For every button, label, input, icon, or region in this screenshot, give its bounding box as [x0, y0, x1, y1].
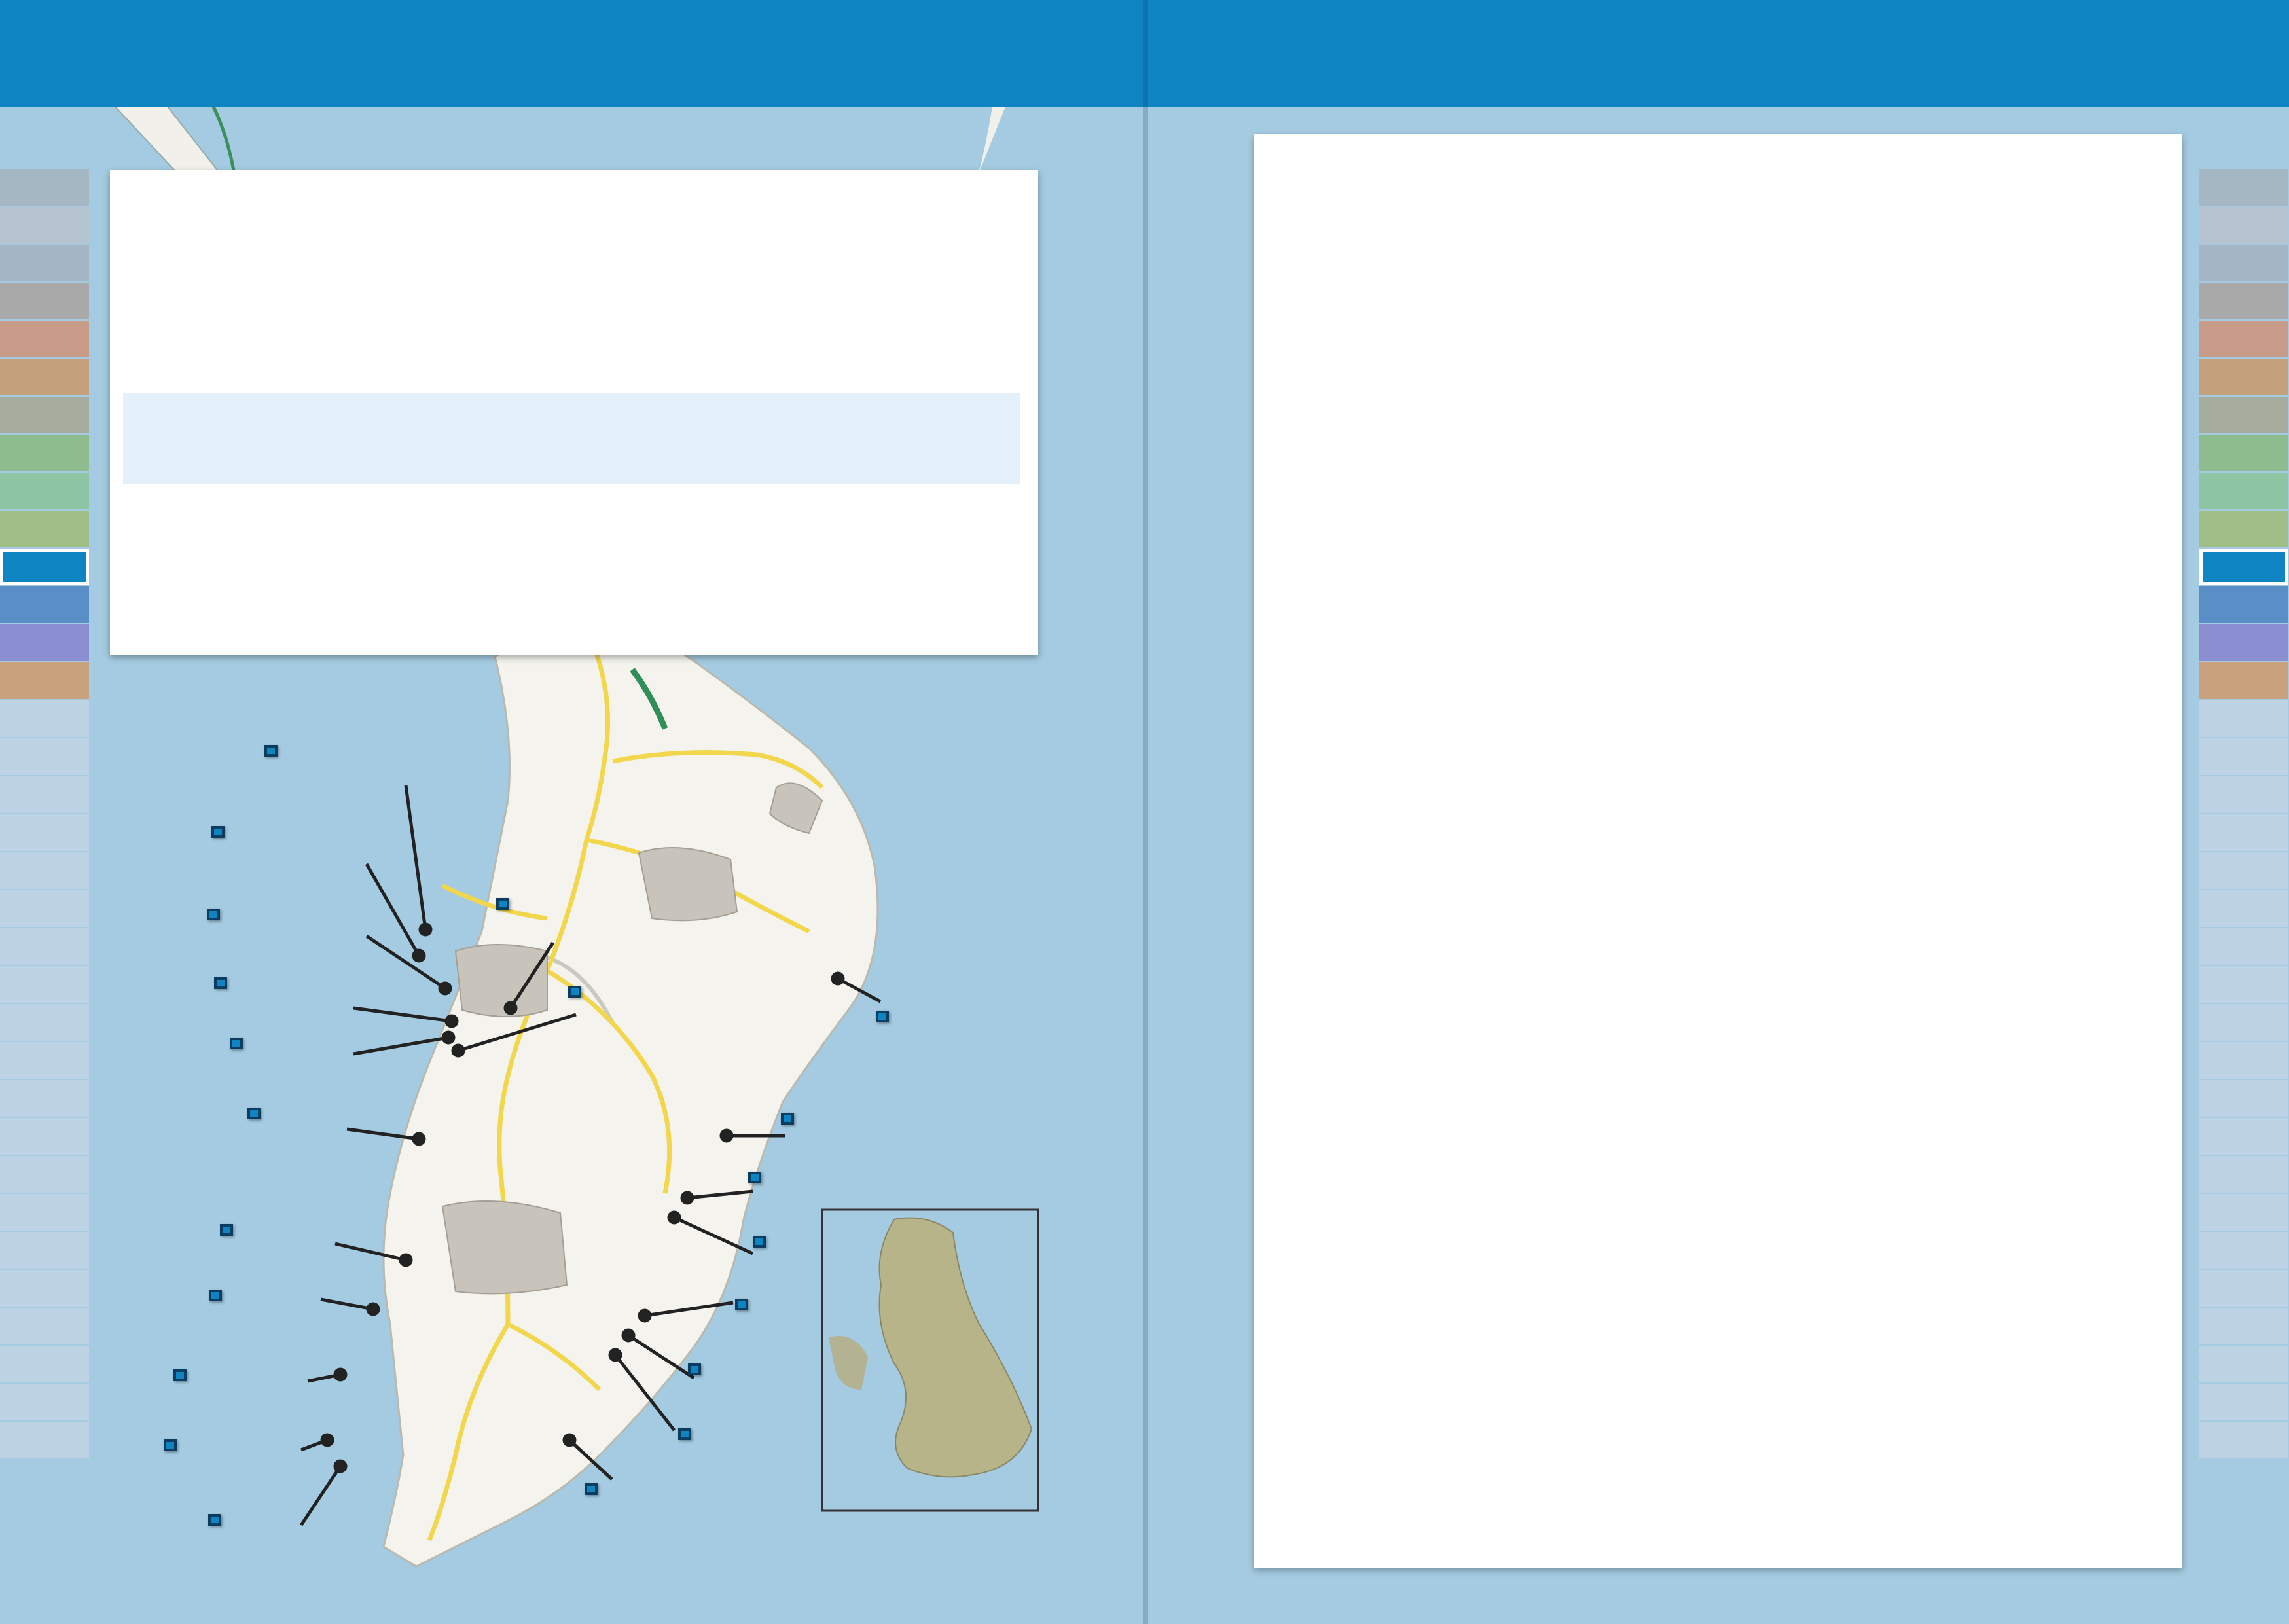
map-label-the-cuttings[interactable]: [876, 1011, 889, 1022]
map-label-neddyfields[interactable]: [735, 1299, 748, 1310]
tab-portland[interactable]: [2199, 549, 2288, 585]
book-spine: [1143, 0, 1148, 1624]
tab-wye-valley[interactable]: [0, 473, 89, 509]
tab-battleship[interactable]: [0, 928, 89, 965]
tab-blacknor-beach[interactable]: [2199, 814, 2288, 851]
tab-blacknor-central[interactable]: [0, 738, 89, 775]
tab-carmarthen[interactable]: [0, 283, 89, 319]
tab-how-to-use[interactable]: [2199, 245, 2288, 281]
tab-gilwern[interactable]: [0, 435, 89, 471]
map-label-lost-valley[interactable]: [781, 1113, 794, 1125]
section-tabs-left: [0, 169, 89, 1460]
tab-blacknor-beach[interactable]: [0, 814, 89, 851]
section-tabs-right: [2199, 169, 2288, 1460]
crag-list-card: [1254, 134, 2182, 1568]
tab-wallsend-north[interactable]: [2199, 966, 2288, 1003]
tab-gower[interactable]: [0, 321, 89, 357]
tab-cheyne-cliff[interactable]: [0, 1308, 89, 1344]
tab-cave-hole[interactable]: [0, 1156, 89, 1193]
map-label-cave-hole[interactable]: [585, 1483, 598, 1495]
tab-swansea-bay[interactable]: [0, 359, 89, 395]
tab-intro[interactable]: [2199, 207, 2288, 244]
tab-sharbutts-quarry[interactable]: [0, 776, 89, 813]
tab-devon-cornwall[interactable]: [0, 662, 89, 699]
tab-white-hole[interactable]: [2199, 1118, 2288, 1155]
tab-welsh-valleys[interactable]: [2199, 397, 2288, 433]
tab-swanage[interactable]: [2199, 624, 2288, 661]
tab-avon-cheddar[interactable]: [0, 511, 89, 547]
tab-wallsend-north[interactable]: [0, 966, 89, 1003]
map-label-sharbutts-quarry[interactable]: [496, 898, 509, 910]
tab-dungecroft-quarry[interactable]: [2199, 1346, 2288, 1382]
map-label-white-hole[interactable]: [208, 1514, 221, 1526]
tab-devon-cornwall[interactable]: [2199, 662, 2288, 699]
tab-coastguard-north[interactable]: [2199, 1042, 2288, 1079]
tab-lost-valley[interactable]: [0, 1384, 89, 1420]
tab-avon-cheddar[interactable]: [2199, 511, 2288, 547]
tab-blacknor-far-south[interactable]: [2199, 890, 2288, 927]
tab-neddyfields[interactable]: [0, 1270, 89, 1307]
tab-lulworth[interactable]: [2199, 586, 2288, 623]
tab-blacknor-north[interactable]: [2199, 700, 2288, 737]
tab-coastguard-south[interactable]: [2199, 1080, 2288, 1117]
tab-blacknor-south[interactable]: [2199, 852, 2288, 889]
map-label-blacknor-far-north[interactable]: [264, 745, 278, 757]
header-right: [1145, 0, 2289, 107]
map-label-blacknor-north[interactable]: [211, 826, 225, 838]
map-label-cheyne-cliff[interactable]: [753, 1236, 766, 1248]
tab-how-to-use[interactable]: [0, 245, 89, 281]
tab-blacknor-central[interactable]: [2199, 738, 2288, 775]
map-label-blacknor-central[interactable]: [207, 909, 220, 920]
map-label-dungecroft-quarry[interactable]: [748, 1172, 761, 1183]
map-label-blacknor-far-south[interactable]: [568, 986, 581, 998]
tab-blacknor-far-south[interactable]: [0, 890, 89, 927]
tab-godnor[interactable]: [2199, 1232, 2288, 1269]
map-label-blacknor-beach[interactable]: [214, 977, 227, 989]
tab-contents[interactable]: [2199, 169, 2288, 206]
tab-carmarthen[interactable]: [2199, 283, 2288, 319]
tab-the-cuttings[interactable]: [0, 1422, 89, 1458]
map-label-beeston[interactable]: [678, 1428, 691, 1440]
tab-white-hole[interactable]: [0, 1118, 89, 1155]
map-label-coastguard-south[interactable]: [164, 1439, 177, 1451]
tab-blacknor-north[interactable]: [0, 700, 89, 737]
tab-coastguard-south[interactable]: [0, 1080, 89, 1117]
tab-lost-valley[interactable]: [2199, 1384, 2288, 1420]
tab-welsh-valleys[interactable]: [0, 397, 89, 433]
tab-wallsend-south[interactable]: [0, 1004, 89, 1041]
map-label-coastguard-north[interactable]: [173, 1369, 187, 1381]
tab-gower[interactable]: [2199, 321, 2288, 357]
tab-beeston[interactable]: [0, 1194, 89, 1231]
tab-portland[interactable]: [0, 549, 89, 585]
map-label-wallsend-north[interactable]: [220, 1224, 233, 1236]
tab-wye-valley[interactable]: [2199, 473, 2288, 509]
tab-godnor[interactable]: [0, 1232, 89, 1269]
tab-blacknor-south[interactable]: [0, 852, 89, 889]
tab-battleship[interactable]: [2199, 928, 2288, 965]
map-label-battleship[interactable]: [247, 1108, 261, 1119]
tab-contents[interactable]: [0, 169, 89, 206]
tab-swansea-bay[interactable]: [2199, 359, 2288, 395]
tab-intro[interactable]: [0, 207, 89, 244]
tab-lulworth[interactable]: [0, 586, 89, 623]
intro-card: [110, 170, 1038, 655]
tab-coastguard-north[interactable]: [0, 1042, 89, 1079]
tab-the-cuttings[interactable]: [2199, 1422, 2288, 1458]
tab-cave-hole[interactable]: [2199, 1156, 2288, 1193]
tab-gilwern[interactable]: [2199, 435, 2288, 471]
map-label-godnor[interactable]: [688, 1363, 701, 1375]
tab-wallsend-south[interactable]: [2199, 1004, 2288, 1041]
tab-dungecroft-quarry[interactable]: [0, 1346, 89, 1382]
tab-sharbutts-quarry[interactable]: [2199, 776, 2288, 813]
tab-neddyfields[interactable]: [2199, 1270, 2288, 1307]
tab-cheyne-cliff[interactable]: [2199, 1308, 2288, 1344]
tab-beeston[interactable]: [2199, 1194, 2288, 1231]
tab-swanage[interactable]: [0, 624, 89, 661]
guidebook-box: [123, 393, 1020, 484]
map-label-wallsend-south[interactable]: [209, 1290, 222, 1301]
map-label-blacknor-south[interactable]: [230, 1038, 243, 1049]
header-left: [0, 0, 1145, 107]
